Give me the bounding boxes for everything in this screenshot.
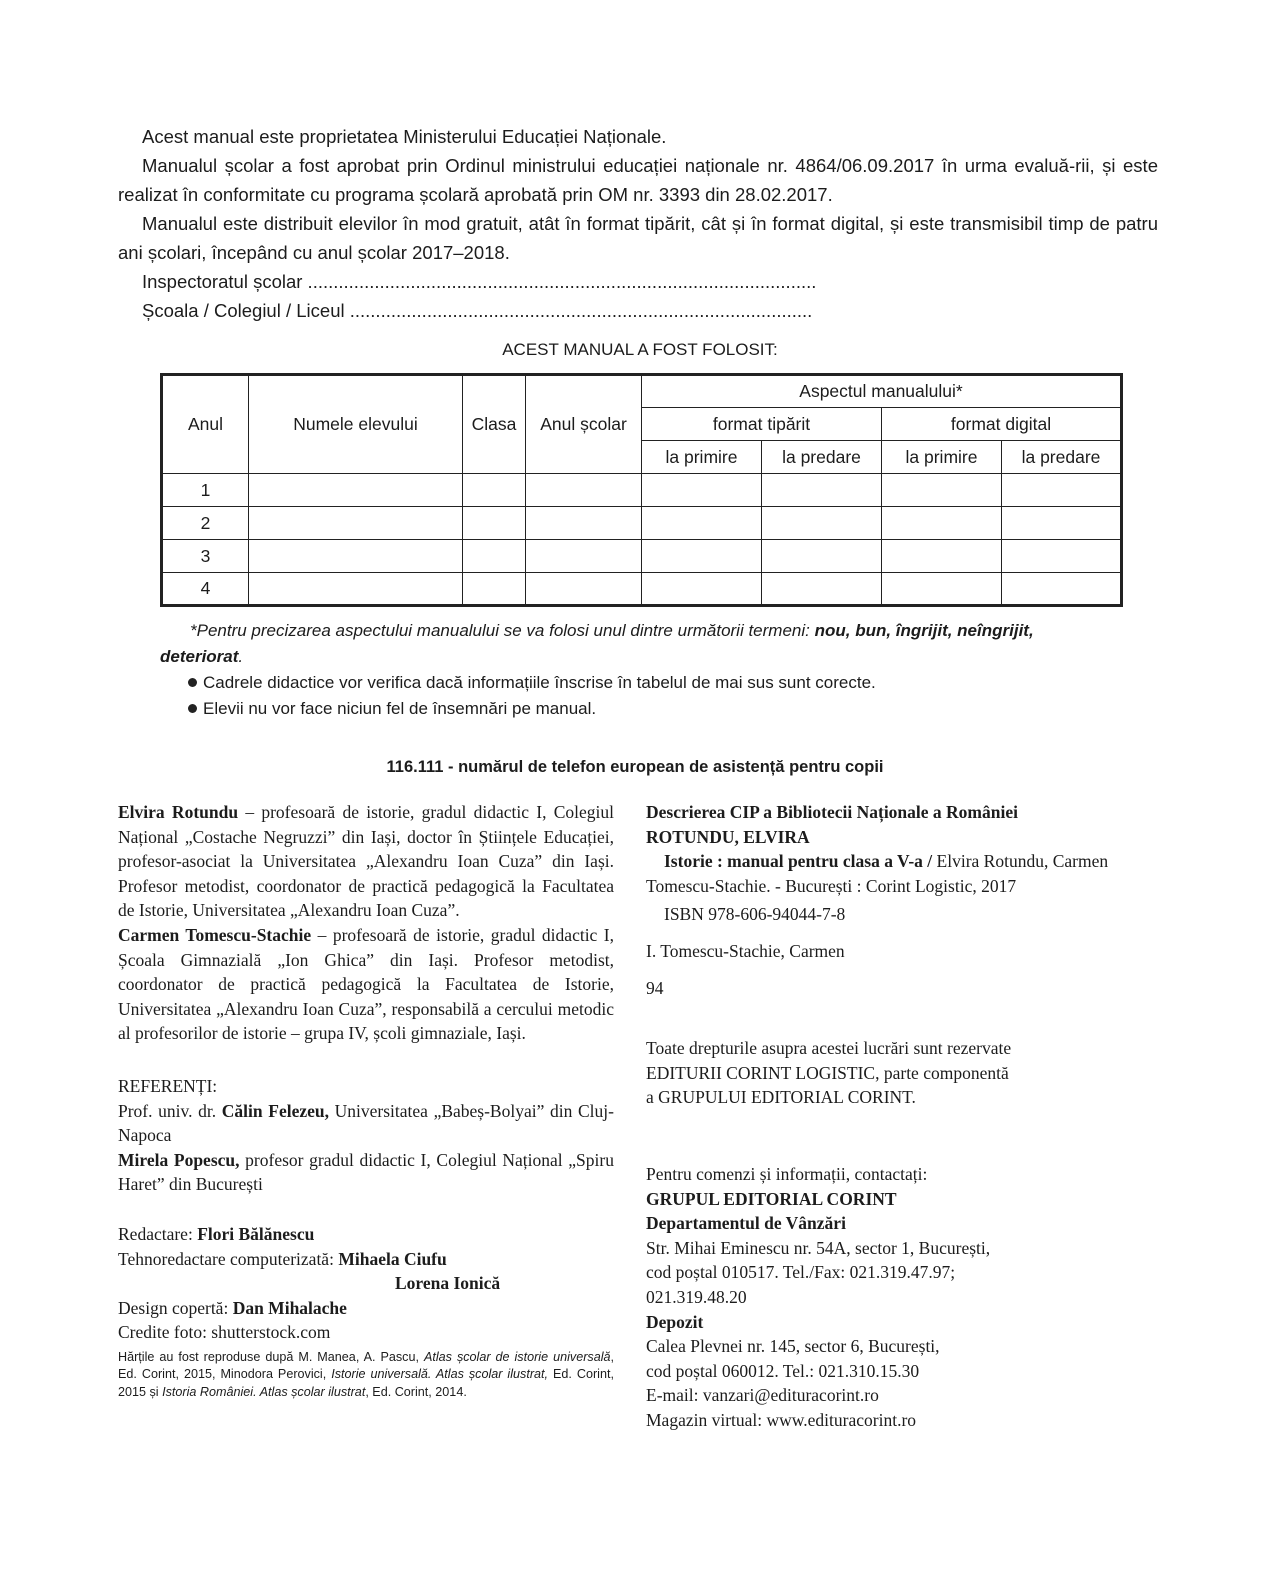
- aspect-footnote: [160, 618, 1120, 670]
- cip-code: 94: [646, 977, 664, 998]
- table-row: [162, 573, 1122, 606]
- contact-address-2: cod poștal 010517. Tel./Fax: 021.319.47.97;: [646, 1262, 956, 1283]
- credit-label: Redactare:: [118, 1223, 198, 1244]
- footnote-text: *Pentru precizarea aspectului manualului se va folosi unul dintre următorii termeni:: [190, 621, 815, 640]
- cell-empty: [1002, 540, 1122, 573]
- credit-name: Dan Mihalache: [232, 1297, 347, 1318]
- usage-table: [160, 373, 1123, 607]
- maps-text: , Ed. Corint, 2014.: [365, 1384, 467, 1399]
- header-digital-la-predare: la predare: [1002, 441, 1122, 474]
- bullet-no-marks-text: Elevii nu vor face niciun fel de însemnări pe manual.: [203, 699, 597, 718]
- author-carmen-tomescu: [118, 923, 614, 1046]
- distribution-statement: Manualul este distribuit elevilor în mod gratuit, atât în format tipărit, cât și în format digital, și este transmisibil timp de patru ani școlari, începând cu anul școlar 2017–2018.: [118, 213, 1158, 263]
- cip-title: [646, 849, 1146, 898]
- atlas-title: Istorie universală. Atlas școlar ilustrat,: [331, 1367, 549, 1382]
- bullet-icon: [188, 704, 197, 713]
- header-format-digital: format digital: [882, 408, 1122, 441]
- row-number: 3: [162, 540, 249, 573]
- contact-depozit: [646, 1310, 1146, 1335]
- contact-group: [646, 1187, 1146, 1212]
- contact-intro: Pentru comenzi și informații, contactați:: [646, 1163, 928, 1184]
- maps-text: Ed. Corint, 2015 și: [118, 1367, 614, 1399]
- contact-group-text: GRUPUL EDITORIAL CORINT: [646, 1188, 897, 1209]
- book-details: Elvira Rotundu, Carmen Tomescu-Stachie. - București : Corint Logistic, 2017: [646, 851, 1109, 896]
- author-name: Elvira Rotundu: [118, 802, 239, 822]
- cell-empty: [642, 573, 762, 606]
- cell-empty: [642, 474, 762, 507]
- rights-line-2: EDITURII CORINT LOGISTIC, parte componentă: [646, 1062, 1009, 1083]
- bullet-no-marks: [160, 696, 1120, 722]
- referenti-heading: REFERENȚI:: [118, 1075, 218, 1096]
- cell-empty: [762, 507, 882, 540]
- referent-calin-felezeu: [118, 1099, 614, 1148]
- referent-name: Călin Felezeu,: [221, 1100, 329, 1121]
- cell-empty: [882, 573, 1002, 606]
- maps-text: Hărțile au fost reproduse după M. Manea, A. Pascu,: [118, 1349, 424, 1364]
- header-numele-elevului: Numele elevului: [249, 375, 463, 474]
- table-row: [162, 507, 1122, 540]
- referent-affiliation: Universitatea „Babeș-Bolyai” din Cluj-Napoca: [118, 1100, 614, 1146]
- contact-email: E-mail: vanzari@edituracorint.ro: [646, 1385, 879, 1406]
- cell-empty: [882, 474, 1002, 507]
- cell-empty: [463, 540, 526, 573]
- cell-empty: [249, 507, 463, 540]
- contact-website: Magazin virtual: www.edituracorint.ro: [646, 1409, 917, 1430]
- author-bio: – profesoară de istorie, gradul didactic I, Colegiul Național „Costache Negruzzi” din Iași, doctor în Științele Educației, profesor-asociat la Universitatea „Alexandru Ioan Cuza” din Iași. Profesor metodist, coordonator de practică pedagogică la Facultatea de Istorie, Universitatea „Alexandru Ioan Cuza”.: [118, 802, 614, 921]
- cell-empty: [642, 540, 762, 573]
- cell-empty: [249, 573, 463, 606]
- approval-statement: Manualul școlar a fost aprobat prin Ordinul ministrului educației naționale nr. 4864/06.09.2017 în urma evaluă-rii, și este realizat în conformitate cu programa școlară aprobată prin OM nr. 3393 din 28.02.2017.: [118, 155, 1158, 205]
- inspectorat-line: Inspectoratul școlar ...................................................................................................: [142, 271, 817, 292]
- credit-label: Design copertă:: [118, 1297, 233, 1318]
- rights-line-3: a GRUPULUI EDITORIAL CORINT.: [646, 1087, 916, 1108]
- credit-redactare: [118, 1222, 614, 1247]
- referent-title: Prof. univ. dr.: [118, 1100, 222, 1121]
- maps-source-note: [118, 1349, 614, 1402]
- cell-empty: [249, 540, 463, 573]
- credit-name: Lorena Ionică: [395, 1273, 501, 1294]
- row-number: 1: [162, 474, 249, 507]
- footnote-period: .: [238, 647, 244, 666]
- notes-section: [160, 618, 1120, 722]
- cell-empty: [1002, 573, 1122, 606]
- cell-empty: [642, 507, 762, 540]
- credit-design: [118, 1296, 614, 1321]
- cell-empty: [526, 540, 642, 573]
- referent-name: Mirela Popescu,: [118, 1149, 240, 1170]
- scoala-line: Școala / Colegiul / Liceul ..........................................................................................: [142, 300, 813, 321]
- cell-empty: [1002, 474, 1122, 507]
- cell-empty: [249, 474, 463, 507]
- cell-empty: [882, 507, 1002, 540]
- table-row: [162, 540, 1122, 573]
- author-bio: – profesoară de istorie, gradul didactic I, Școala Gimnazială „Ion Ghica” din Iași. Profesor metodist, coordonator de practică pedagogică la Facultatea de Istorie, Universitatea „Alexandru Ioan Cuza”, responsabilă a cercului metodic al profesorilor de istorie – grupa IV, școli gimnaziale, Iași.: [118, 924, 615, 1044]
- cip-heading: [646, 800, 1146, 825]
- header-anul: Anul: [162, 375, 249, 474]
- cell-empty: [762, 474, 882, 507]
- intro-section: [118, 122, 1158, 325]
- cell-empty: [762, 573, 882, 606]
- credit-name: Mihaela Ciufu: [338, 1248, 447, 1269]
- left-column: [118, 800, 614, 1401]
- contact-department: [646, 1211, 1146, 1236]
- cip-heading-text: Descrierea CIP a Bibliotecii Naționale a României: [646, 802, 1018, 822]
- usage-table-title: ACEST MANUAL A FOST FOLOSIT:: [502, 340, 778, 359]
- cell-empty: [526, 474, 642, 507]
- header-aspectul-manualului: Aspectul manualului*: [642, 375, 1122, 408]
- cell-empty: [1002, 507, 1122, 540]
- credit-tehnoredactare: [118, 1247, 614, 1272]
- bullet-icon: [188, 678, 197, 687]
- contact-depozit-text: Depozit: [646, 1311, 704, 1332]
- bullet-verify-text: Cadrele didactice vor verifica dacă informațiile înscrise în tabelul de mai sus sunt corecte.: [203, 673, 876, 692]
- cell-empty: [463, 474, 526, 507]
- referent-affiliation: profesor gradul didactic I, Colegiul Național „Spiru Haret” din București: [118, 1149, 614, 1195]
- row-number: 4: [162, 573, 249, 606]
- cell-empty: [463, 573, 526, 606]
- book-title: Istorie : manual pentru clasa a V-a /: [664, 851, 933, 872]
- referent-mirela-popescu: [118, 1148, 614, 1197]
- header-anul-scolar: Anul școlar: [526, 375, 642, 474]
- footnote-terms: nou, bun, îngrijit, neîngrijit, deteriorat: [160, 621, 1034, 666]
- contact-department-text: Departamentul de Vânzări: [646, 1213, 846, 1234]
- cell-empty: [762, 540, 882, 573]
- cip-coauthor: I. Tomescu-Stachie, Carmen: [646, 940, 845, 961]
- cip-isbn: ISBN 978-606-94044-7-8: [664, 904, 846, 925]
- credit-foto: Credite foto: shutterstock.com: [118, 1322, 331, 1343]
- atlas-title: Istoria României. Atlas școlar ilustrat: [162, 1384, 366, 1399]
- rights-line-1: Toate drepturile asupra acestei lucrări sunt rezervate: [646, 1038, 1012, 1059]
- depozit-address-2: cod poștal 060012. Tel.: 021.310.15.30: [646, 1360, 920, 1381]
- ownership-statement: Acest manual este proprietatea Ministerului Educației Naționale.: [142, 126, 667, 147]
- cell-empty: [463, 507, 526, 540]
- cell-empty: [882, 540, 1002, 573]
- header-tiparit-la-primire: la primire: [642, 441, 762, 474]
- maps-text: , Ed. Corint, 2015, Minodora Perovici,: [118, 1349, 614, 1382]
- credit-label: Tehnoredactare computerizată:: [118, 1248, 339, 1269]
- depozit-address-1: Calea Plevnei nr. 145, sector 6, București,: [646, 1336, 940, 1357]
- child-helpline: 116.111 - numărul de telefon european de asistență pentru copii: [386, 758, 884, 776]
- table-row: [162, 474, 1122, 507]
- credit-tehnoredactare-2: [118, 1271, 614, 1296]
- atlas-title: Atlas școlar de istorie universală: [423, 1349, 611, 1364]
- header-clasa: Clasa: [463, 375, 526, 474]
- contact-address-1: Str. Mihai Eminescu nr. 54A, sector 1, București,: [646, 1237, 991, 1258]
- author-name: Carmen Tomescu-Stachie: [118, 924, 312, 945]
- right-column: [646, 800, 1146, 1432]
- contact-address-3: 021.319.48.20: [646, 1286, 747, 1307]
- author-elvira-rotundu: [118, 800, 614, 923]
- credit-name: Flori Bălănescu: [197, 1223, 315, 1244]
- header-digital-la-primire: la primire: [882, 441, 1002, 474]
- header-tiparit-la-predare: la predare: [762, 441, 882, 474]
- cip-author-text: ROTUNDU, ELVIRA: [646, 826, 810, 847]
- cell-empty: [526, 507, 642, 540]
- header-format-tiparit: format tipărit: [642, 408, 882, 441]
- row-number: 2: [162, 507, 249, 540]
- cell-empty: [526, 573, 642, 606]
- bullet-verify: [160, 670, 1120, 696]
- cip-author: [646, 825, 1146, 850]
